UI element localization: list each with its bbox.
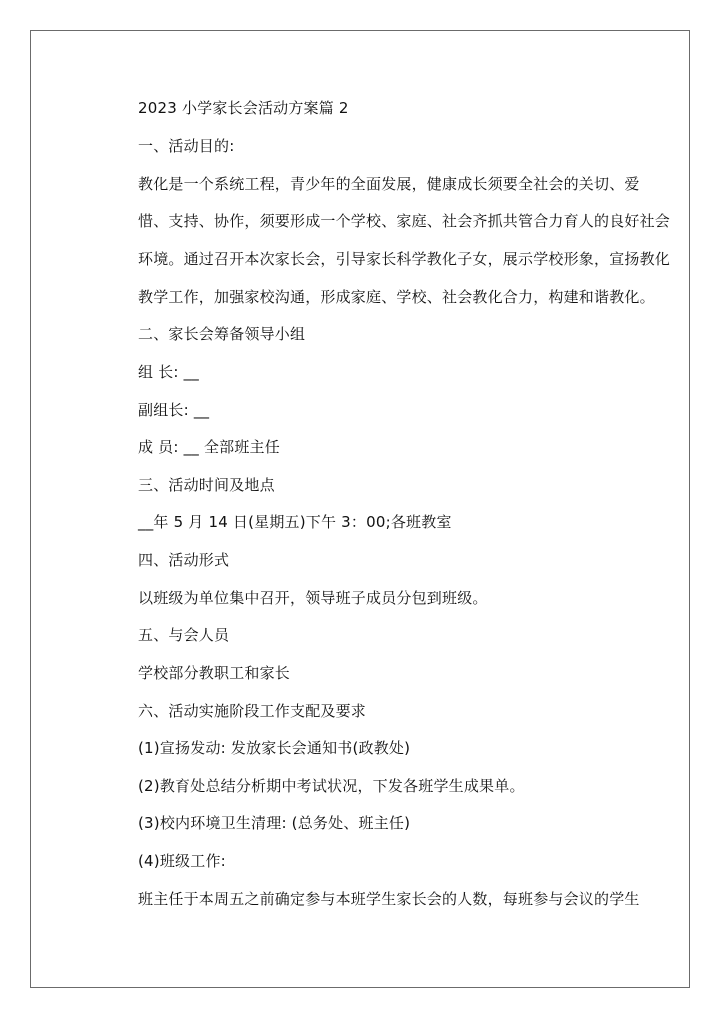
implementation-item-1: (1)宣扬发动: 发放家长会通知书(政教处)	[138, 739, 411, 757]
implementation-item-4: (4)班级工作:	[138, 852, 226, 870]
section-heading-time-place: 三、活动时间及地点	[138, 476, 275, 494]
section-heading-attendees: 五、与会人员	[138, 626, 230, 644]
paragraph-line-3: 环境。通过召开本次家长会，引导家长科学教化子女，展示学校形象，宣扬教化	[138, 250, 671, 268]
implementation-item-3: (3)校内环境卫生清理: (总务处、班主任)	[138, 814, 411, 832]
committee-deputy: 副组长: __	[138, 401, 210, 419]
paragraph-line-4: 教学工作，加强家校沟通，形成家庭、学校、社会教化合力，构建和谐教化。	[138, 288, 655, 306]
time-place-detail: __年 5 月 14 日(星期五)下午 3：00;各班教室	[138, 513, 452, 531]
section-heading-implementation: 六、活动实施阶段工作支配及要求	[138, 702, 367, 720]
implementation-item-4-text: 班主任于本周五之前确定参与本班学生家长会的人数，每班参与会议的学生	[138, 890, 640, 908]
paragraph-line-1: 教化是一个系统工程，青少年的全面发展，健康成长须要全社会的关切、爱	[138, 175, 640, 193]
section-heading-purpose: 一、活动目的:	[138, 137, 235, 155]
paragraph-line-2: 惜、支持、协作，须要形成一个学校、家庭、社会齐抓共管合力育人的良好社会	[138, 212, 671, 230]
committee-leader: 组 长: __	[138, 363, 199, 381]
document-title: 2023 小学家长会活动方案篇 2	[138, 99, 349, 117]
committee-members: 成 员: __ 全部班主任	[138, 438, 280, 456]
section-heading-format: 四、活动形式	[138, 551, 230, 569]
format-detail: 以班级为单位集中召开，领导班子成员分包到班级。	[138, 589, 488, 607]
attendees-detail: 学校部分教职工和家长	[138, 664, 291, 682]
section-heading-committee: 二、家长会筹备领导小组	[138, 325, 306, 343]
implementation-item-2: (2)教育处总结分析期中考试状况，下发各班学生成果单。	[138, 777, 525, 795]
